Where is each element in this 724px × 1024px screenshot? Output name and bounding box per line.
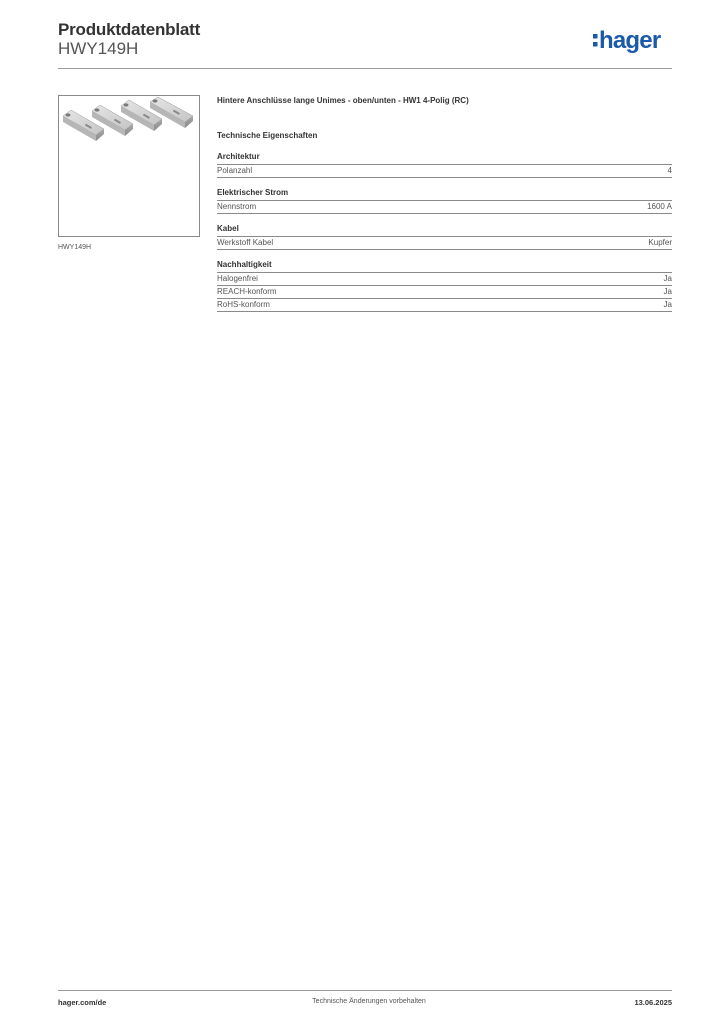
page-title: Produktdatenblatt [58, 20, 201, 39]
group-title: Elektrischer Strom [217, 188, 672, 201]
product-specifications [217, 96, 672, 312]
spec-group-nachhaltigkeit [217, 260, 672, 312]
group-title: Nachhaltigkeit [217, 260, 672, 273]
spec-group-architektur [217, 152, 672, 178]
logo-dot-top [593, 34, 598, 39]
spec-label: RoHS-konform [217, 300, 270, 309]
footer-disclaimer: Technische Änderungen vorbehalten [312, 998, 426, 1005]
product-image [58, 95, 200, 237]
spec-label: Werkstoff Kabel [217, 238, 274, 247]
spec-row [217, 299, 672, 312]
spec-row [217, 237, 672, 250]
product-description: Hintere Anschlüsse lange Unimes - oben/unten - HW1 4-Polig (RC) [217, 96, 469, 105]
spec-row [217, 165, 672, 178]
spec-row [217, 286, 672, 299]
group-title: Architektur [217, 152, 672, 165]
spec-group-elektrischer-strom [217, 188, 672, 214]
product-illustration [59, 96, 199, 236]
spec-label: Halogenfrei [217, 274, 258, 283]
spec-label: Polanzahl [217, 166, 253, 175]
hager-logo [592, 25, 676, 57]
spec-value: Kupfer [648, 238, 672, 247]
spec-value: Ja [663, 274, 672, 283]
spec-label: Nennstrom [217, 202, 257, 211]
footer-divider [58, 990, 672, 991]
spec-value: 4 [667, 166, 672, 175]
spec-row [217, 273, 672, 286]
product-code: HWY149H [58, 39, 139, 58]
logo-wordmark: hager [599, 27, 661, 54]
spec-label: REACH-konform [217, 287, 277, 296]
spec-group-kabel [217, 224, 672, 250]
section-title: Technische Eigenschaften [217, 131, 318, 140]
header-divider [58, 68, 672, 69]
spec-value: 1600 A [647, 202, 672, 211]
image-caption: HWY149H [58, 244, 92, 251]
logo-dot-bottom [593, 42, 598, 47]
group-title: Kabel [217, 224, 672, 237]
footer-website-link[interactable]: hager.com/de [58, 998, 107, 1007]
spec-value: Ja [663, 287, 672, 296]
footer-date: 13.06.2025 [634, 998, 672, 1007]
spec-value: Ja [663, 300, 672, 309]
spec-row [217, 201, 672, 214]
